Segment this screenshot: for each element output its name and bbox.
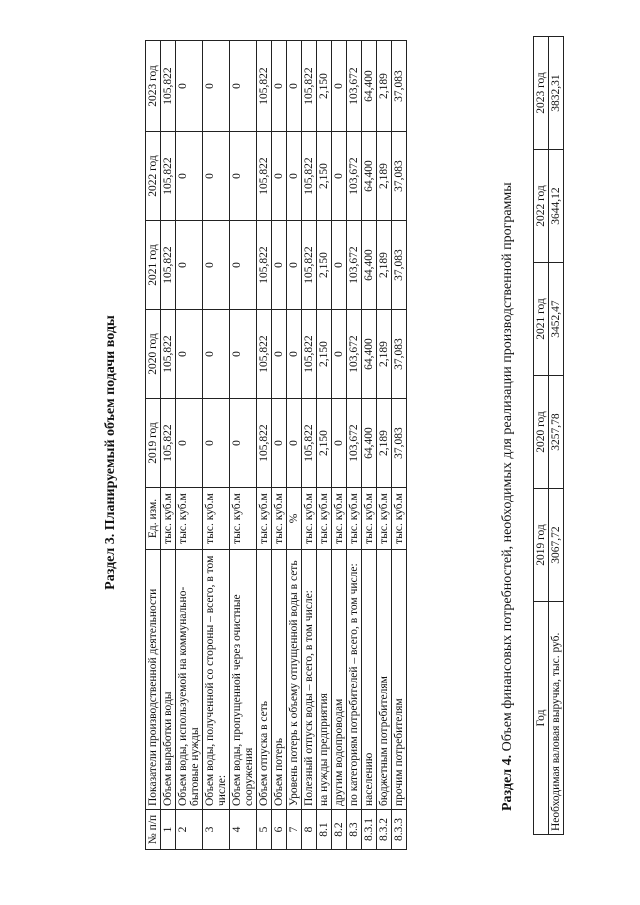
table-cell: 8.3 <box>347 810 362 850</box>
table-cell: 8.2 <box>332 810 347 850</box>
table-cell: 2,150 <box>317 221 332 310</box>
table-cell: 37,083 <box>392 399 407 488</box>
table-cell: 105,822 <box>161 41 176 132</box>
water-supply-table <box>145 40 407 850</box>
table-cell: тыс. куб.м <box>377 488 392 550</box>
table-row <box>272 41 287 850</box>
table-cell: 2,189 <box>377 132 392 221</box>
header-cell: 2020 год <box>146 310 161 399</box>
table-cell: 0 <box>230 41 257 132</box>
table-cell: Объем потерь <box>272 550 287 810</box>
table-cell: 7 <box>287 810 302 850</box>
table-row <box>161 41 176 850</box>
table-cell: Уровень потерь к объему отпущенной воды в сеть <box>287 550 302 810</box>
table-cell: 3257,78 <box>549 376 564 489</box>
header-cell: № п/п <box>146 810 161 850</box>
table-cell: Объем воды, полученной со стороны – всего, в том числе: <box>203 550 230 810</box>
table-cell: тыс. куб.м <box>230 488 257 550</box>
table-cell: 0 <box>203 310 230 399</box>
table-cell: 0 <box>287 310 302 399</box>
table-cell: 3067,72 <box>549 489 564 602</box>
table-cell: 0 <box>176 399 203 488</box>
table-cell: 3452,47 <box>549 263 564 376</box>
table-cell: тыс. куб.м <box>176 488 203 550</box>
header-cell: Показатели производственной деятельности <box>146 550 161 810</box>
table-cell: 64,400 <box>362 221 377 310</box>
section4-title-bold: Раздел 4. <box>500 754 515 811</box>
table-cell: 105,822 <box>257 310 272 399</box>
header-cell: 2021 год <box>146 221 161 310</box>
header-cell: 2023 год <box>146 41 161 132</box>
table-cell: 0 <box>332 221 347 310</box>
table-cell: 2,189 <box>377 221 392 310</box>
table-cell: 8.3.3 <box>392 810 407 850</box>
table-cell: тыс. куб.м <box>203 488 230 550</box>
table-row <box>347 41 362 850</box>
header-cell: 2020 год <box>534 376 549 489</box>
table-cell: 103,672 <box>347 221 362 310</box>
table-cell: 8.3.1 <box>362 810 377 850</box>
table-cell: Объем воды, используемой на коммунально-бытовые нужды <box>176 550 203 810</box>
table-cell: 37,083 <box>392 132 407 221</box>
table-cell: тыс. куб.м <box>392 488 407 550</box>
table-cell: 0 <box>176 132 203 221</box>
table-row <box>176 41 203 850</box>
table-cell: 2,189 <box>377 41 392 132</box>
table-row <box>377 41 392 850</box>
table-cell: тыс. куб.м <box>332 488 347 550</box>
table-cell: 0 <box>287 221 302 310</box>
table-cell: 0 <box>176 221 203 310</box>
table-cell: 103,672 <box>347 310 362 399</box>
table-cell: 105,822 <box>302 221 317 310</box>
table-cell: тыс. куб.м <box>257 488 272 550</box>
table-cell: 37,083 <box>392 221 407 310</box>
table-row <box>302 41 317 850</box>
table-cell: 0 <box>287 399 302 488</box>
table-cell: 105,822 <box>161 132 176 221</box>
table-cell: 105,822 <box>302 41 317 132</box>
header-cell: 2022 год <box>146 132 161 221</box>
table-cell: 0 <box>272 41 287 132</box>
table-cell: 64,400 <box>362 132 377 221</box>
table-cell: 0 <box>332 399 347 488</box>
table-cell: 0 <box>203 132 230 221</box>
table-cell: 0 <box>272 221 287 310</box>
table-cell: 5 <box>257 810 272 850</box>
table-cell: 2,150 <box>317 399 332 488</box>
table-cell: % <box>287 488 302 550</box>
table-cell: 103,672 <box>347 399 362 488</box>
table-cell: 3 <box>203 810 230 850</box>
table-cell: прочим потребителям <box>392 550 407 810</box>
header-cell: 2023 год <box>534 37 549 150</box>
table-row <box>203 41 230 850</box>
table-cell: по категориям потребителей – всего, в том числе: <box>347 550 362 810</box>
table-cell: 105,822 <box>302 132 317 221</box>
table-cell: 105,822 <box>257 221 272 310</box>
table-row <box>230 41 257 850</box>
table-row <box>362 41 377 850</box>
table-body <box>161 41 407 850</box>
table-cell: 2,189 <box>377 310 392 399</box>
table-cell: 0 <box>332 310 347 399</box>
table-cell: 0 <box>287 41 302 132</box>
table-cell: бюджетным потребителям <box>377 550 392 810</box>
table-cell: 105,822 <box>257 41 272 132</box>
table-cell: тыс. куб.м <box>347 488 362 550</box>
table-cell: тыс. куб.м <box>161 488 176 550</box>
financial-table <box>533 36 564 835</box>
table-cell: населению <box>362 550 377 810</box>
table-header-row <box>146 41 161 850</box>
table-cell: 0 <box>176 310 203 399</box>
table-cell: 103,672 <box>347 132 362 221</box>
table-cell: на нужды предприятия <box>317 550 332 810</box>
table-header-row <box>534 37 549 835</box>
header-cell: 2019 год <box>146 399 161 488</box>
table-cell: 64,400 <box>362 41 377 132</box>
table-cell: 0 <box>230 310 257 399</box>
header-cell: Год <box>534 602 549 835</box>
table-cell: 105,822 <box>257 132 272 221</box>
table-cell: 1 <box>161 810 176 850</box>
table-cell: 8 <box>302 810 317 850</box>
section4-title <box>500 182 516 811</box>
table-cell: 0 <box>332 132 347 221</box>
table-cell: 6 <box>272 810 287 850</box>
table-row <box>332 41 347 850</box>
table-cell: 0 <box>230 399 257 488</box>
table-cell: Объем воды, пропущенной через очистные сооружения <box>230 550 257 810</box>
table-cell: 0 <box>332 41 347 132</box>
table-cell: 2 <box>176 810 203 850</box>
table-cell: 0 <box>176 41 203 132</box>
table-cell: 2,150 <box>317 132 332 221</box>
table-cell: 105,822 <box>161 399 176 488</box>
table-cell: 8.3.2 <box>377 810 392 850</box>
table-cell: 0 <box>203 221 230 310</box>
table-cell: тыс. куб.м <box>317 488 332 550</box>
table-cell: тыс. куб.м <box>302 488 317 550</box>
table-cell: 105,822 <box>302 399 317 488</box>
table-cell: Полезный отпуск воды – всего, в том числе: <box>302 550 317 810</box>
table-cell: 64,400 <box>362 310 377 399</box>
table-cell: 3832,31 <box>549 37 564 150</box>
table-cell: 105,822 <box>161 221 176 310</box>
table-cell: 105,822 <box>302 310 317 399</box>
table-cell: 0 <box>272 132 287 221</box>
table-cell: 103,672 <box>347 41 362 132</box>
header-cell: 2022 год <box>534 150 549 263</box>
section3-title: Раздел 3. Планируемый объем подачи воды <box>103 315 118 590</box>
table-cell: Необходимая валовая выручка, тыс. руб. <box>549 602 564 835</box>
table-cell: 105,822 <box>257 399 272 488</box>
header-cell: Ед. изм. <box>146 488 161 550</box>
header-cell: 2019 год <box>534 489 549 602</box>
table-cell: 0 <box>230 221 257 310</box>
table-cell: 0 <box>203 41 230 132</box>
table-row <box>287 41 302 850</box>
table-row <box>317 41 332 850</box>
table-cell: 0 <box>287 132 302 221</box>
table-cell: 0 <box>230 132 257 221</box>
table-cell: Объем выработки воды <box>161 550 176 810</box>
table-row <box>257 41 272 850</box>
section4-title-rest: Объем финансовых потребностей, необходимых для реализации производственной программы <box>500 182 515 755</box>
table-cell: 37,083 <box>392 41 407 132</box>
table-cell: 2,189 <box>377 399 392 488</box>
table-cell: Объем отпуска в сеть <box>257 550 272 810</box>
table-row <box>392 41 407 850</box>
table-cell: тыс. куб.м <box>362 488 377 550</box>
table-row <box>549 37 564 835</box>
table-cell: 0 <box>272 399 287 488</box>
table-cell: тыс. куб.м <box>272 488 287 550</box>
table-cell: 64,400 <box>362 399 377 488</box>
table-cell: 0 <box>203 399 230 488</box>
table-cell: 0 <box>272 310 287 399</box>
table-cell: 8.1 <box>317 810 332 850</box>
table-cell: 2,150 <box>317 41 332 132</box>
table-cell: 4 <box>230 810 257 850</box>
table-cell: 105,822 <box>161 310 176 399</box>
table-cell: 2,150 <box>317 310 332 399</box>
table-cell: 37,083 <box>392 310 407 399</box>
table-cell: 3644,12 <box>549 150 564 263</box>
table-cell: другим водопроводам <box>332 550 347 810</box>
header-cell: 2021 год <box>534 263 549 376</box>
